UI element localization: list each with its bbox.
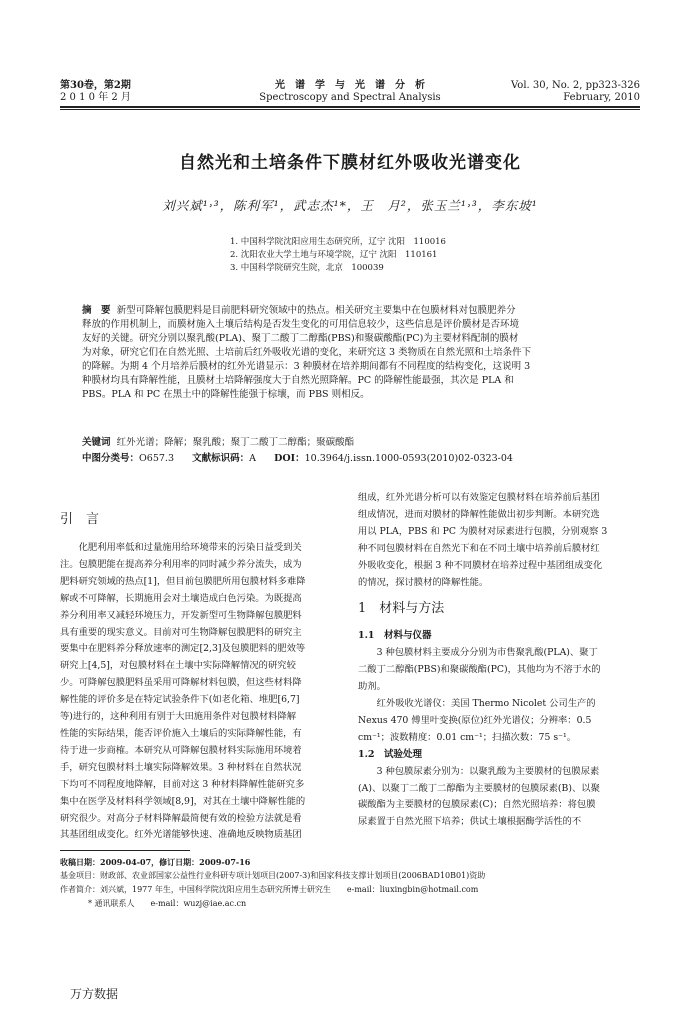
body-line: 种不同包膜材料在自然光下和在不同土壤中培养前后膜材红: [358, 542, 600, 554]
body-line: 肥料研究领域的热点[1]，但目前包膜肥所用包膜材料多难降: [60, 575, 306, 587]
subsection-treatment-title: 1.2 试验处理: [358, 748, 423, 760]
keywords: [82, 436, 622, 450]
body-line: 尿素置于自然光照下培养；供试土壤根据酶学活性的不: [358, 816, 582, 828]
subsection-materials-title: 1.1 材料与仪器: [358, 630, 432, 642]
body-line: 待于进一步商榷。本研究从可降解包膜材料实际施用环境着: [60, 744, 302, 756]
body-line: 碳酸酯为主要膜材的包膜尿素(C)；自然光照培养：将包膜: [358, 799, 596, 811]
contact-info: * 通讯联系人 e-mail：wuzj@iae.ac.cn: [88, 899, 247, 908]
right-column: [358, 490, 643, 831]
author-list: 刘兴斌¹˒³，陈利军¹，武志杰¹*，王 月²，张玉兰¹˒³，李东坡¹: [162, 198, 538, 213]
body-line: 具有重要的现实意义。目前对可生物降解包膜肥料的研究主: [60, 626, 302, 638]
body-line: 养分利用率又减轻环境压力，开发新型可生物降解包膜肥料: [60, 609, 302, 621]
clc-label: 中图分类号：: [82, 453, 140, 464]
body-line: 化肥利用率低和过量施用给环境带来的污染日益受到关: [78, 542, 302, 553]
affiliation-1: 1. 中国科学院沈阳应用生态研究所，辽宁 沈阳 110016: [230, 237, 446, 247]
doc-code-label: 文献标识码：: [192, 453, 250, 464]
clc-value: O657.3: [139, 453, 175, 464]
abstract-line: 释放的作用机制上，而膜材施入土壤后结构是否发生变化的可用信息较少，这些信息是评价膜材是否环境: [82, 319, 520, 330]
body-line: 下均可不同程度地降解，目前对这 3 种材料降解性能研究多: [60, 778, 305, 790]
abstract-line: 为对象，研究它们在自然光照、土培前后红外吸收光谱的变化，来研究这 3 类物质在自然光照和土培条件下: [82, 347, 532, 358]
body-line: 二酸丁二醇酯(PBS)和聚碳酸酯(PC)，其他均为不溶于水的: [358, 664, 601, 676]
body-line: 外吸收变化，根据 3 种不同膜材在培养过程中基团组成变化: [358, 559, 603, 571]
fund-info: 基金项目：财政部、农业部国家公益性行业科研专项计划项目(2007-3)和国家科技支撑计划项目(2006BAD10B01)资助: [60, 871, 486, 880]
affiliation-2: 2. 沈阳农业大学土地与环境学院，辽宁 沈阳 110161: [230, 250, 438, 260]
paper-title: 自然光和土培条件下膜材红外吸收光谱变化: [179, 153, 521, 173]
body-line: (A)、以聚丁二酸丁二醇酯为主要膜材的包膜尿素(B)、以聚: [358, 782, 600, 794]
body-line: 研究上[4,5]，对包膜材料在土壤中实际降解情况的研究较: [60, 660, 296, 672]
affiliations: [230, 236, 590, 275]
body-line: 少。可降解包膜肥料虽采用可降解材料包膜，但这些材料降: [60, 677, 302, 689]
body-line: 助剂。: [358, 681, 386, 693]
body-line: 红外吸收光谱仪：美国 Thermo Nicolet 公司生产的: [376, 697, 596, 709]
abstract-line: 的降解。为期 4 个月培养后膜材的红外光谱显示：3 种膜材在培养期间都有不同程度的结构变化，这说明 3: [82, 361, 531, 372]
doi-value: 10.3964/j.issn.1000-0593(2010)02-0323-04: [304, 453, 513, 464]
body-line: 3 种包膜尿素分别为：以聚乳酸为主要膜材的包膜尿素: [376, 765, 600, 777]
classification: [82, 452, 622, 466]
abstract-label: 摘 要: [82, 305, 111, 316]
watermark-text: 万方数据: [70, 987, 119, 1001]
body-line: Nexus 470 傅里叶变换(原位)红外光谱仪；分辨率：0.5: [358, 714, 592, 726]
abstract: [82, 304, 622, 402]
header-date-cn: 2 0 1 0 年 2 月: [60, 92, 131, 103]
body-line: 其基团组成变化。红外光谱能够快速、准确地反映物质基团: [60, 829, 302, 841]
received-dates: 收稿日期：2009-04-07，修订日期：2009-07-16: [60, 857, 251, 867]
body-line: 解性能的评价多是在特定试验条件下(如老化箱、堆肥[6,7]: [60, 694, 300, 706]
body-line: 3 种包膜材料主要成分分别为市售聚乳酸(PLA)、聚丁: [376, 647, 598, 659]
header-rule-thin: [60, 109, 640, 110]
body-line: 注。包膜肥能在提高养分利用率的同时减少养分流失，成为: [60, 558, 302, 570]
body-line: 研究很少。对高分子材料降解最简便有效的检验方法就是看: [60, 812, 302, 824]
doi-label: DOI：: [274, 453, 305, 464]
keywords-label: 关键词: [82, 437, 111, 448]
body-line: 手，研究包膜材料土壤实际降解效果。3 种材料在自然状况: [60, 761, 302, 773]
body-line: 组成，红外光谱分析可以有效鉴定包膜材料在培养前后基团: [358, 492, 600, 503]
author-bio: 作者简介：刘兴斌，1977 年生，中国科学院沈阳应用生态研究所博士研究生 e-mail：liuxingbin@hotmail.com: [60, 885, 479, 894]
keywords-text: 红外光谱；降解；聚乳酸；聚丁二酸丁二醇酯；聚碳酸酯: [116, 437, 355, 448]
intro-body: [60, 540, 338, 844]
affiliation-3: 3. 中国科学院研究生院，北京 100039: [230, 263, 384, 273]
body-line: 组成情况，进而对膜材的降解性能做出初步判断。本研究选: [358, 508, 600, 520]
header-rule: [60, 106, 640, 108]
body-line: 解或不可降解，长期施用会对土壤造成白色污染。为既提高: [60, 592, 302, 604]
header-volume-cn: 第30卷，第2期: [60, 80, 131, 91]
body-line: 的情况，探讨膜材的降解性能。: [358, 576, 489, 588]
header-date-en: February, 2010: [563, 92, 640, 103]
body-line: 集中在医学及材料科学领域[8,9]，对其在土壤中降解性能的: [60, 795, 306, 807]
section-introduction-title: 引 言: [60, 512, 100, 527]
doc-code-value: A: [249, 453, 257, 464]
header-journal-en: Spectroscopy and Spectral Analysis: [259, 92, 441, 103]
abstract-line: 新型可降解包膜肥料是目前肥料研究领域中的热点。相关研究主要集中在包膜材料对包膜肥养分: [116, 305, 516, 316]
section-methods-title: 1 材料与方法: [358, 601, 445, 617]
header-volume-en: Vol. 30, No. 2, pp323-326: [511, 80, 640, 91]
body-line: 性能的实际结果，能否评价施入土壤后的实际降解性能，有: [60, 727, 302, 739]
body-line: cm⁻¹；波数精度：0.01 cm⁻¹；扫描次数：75 s⁻¹。: [358, 731, 577, 743]
abstract-line: 友好的关键。研究分别以聚乳酸(PLA)、聚丁二酸丁二醇酯(PBS)和聚碳酸酯(PC)为主要材料配制的膜材: [82, 333, 519, 344]
header-journal-cn: 光 谱 学 与 光 谱 分 析: [275, 80, 425, 91]
body-line: 要集中在肥料养分释放速率的测定[2,3]及包膜肥料的肥效等: [60, 643, 306, 655]
body-line: 用以 PLA，PBS 和 PC 为膜材对尿素进行包膜，分别观察 3: [358, 525, 608, 537]
abstract-line: PBS。PLA 和 PC 在黑土中的降解性能强于棕壤，而 PBS 则相反。: [82, 389, 370, 400]
abstract-line: 种膜材均具有降解性能，且膜材土培降解强度大于自然光照降解。PC 的降解性能最强，其次是 PLA 和: [82, 375, 514, 386]
body-line: 等)进行的，这种利用有别于大田施用条件对包膜材料降解: [60, 711, 297, 723]
footnotes: [60, 855, 650, 911]
footnote-rule: [60, 850, 190, 851]
